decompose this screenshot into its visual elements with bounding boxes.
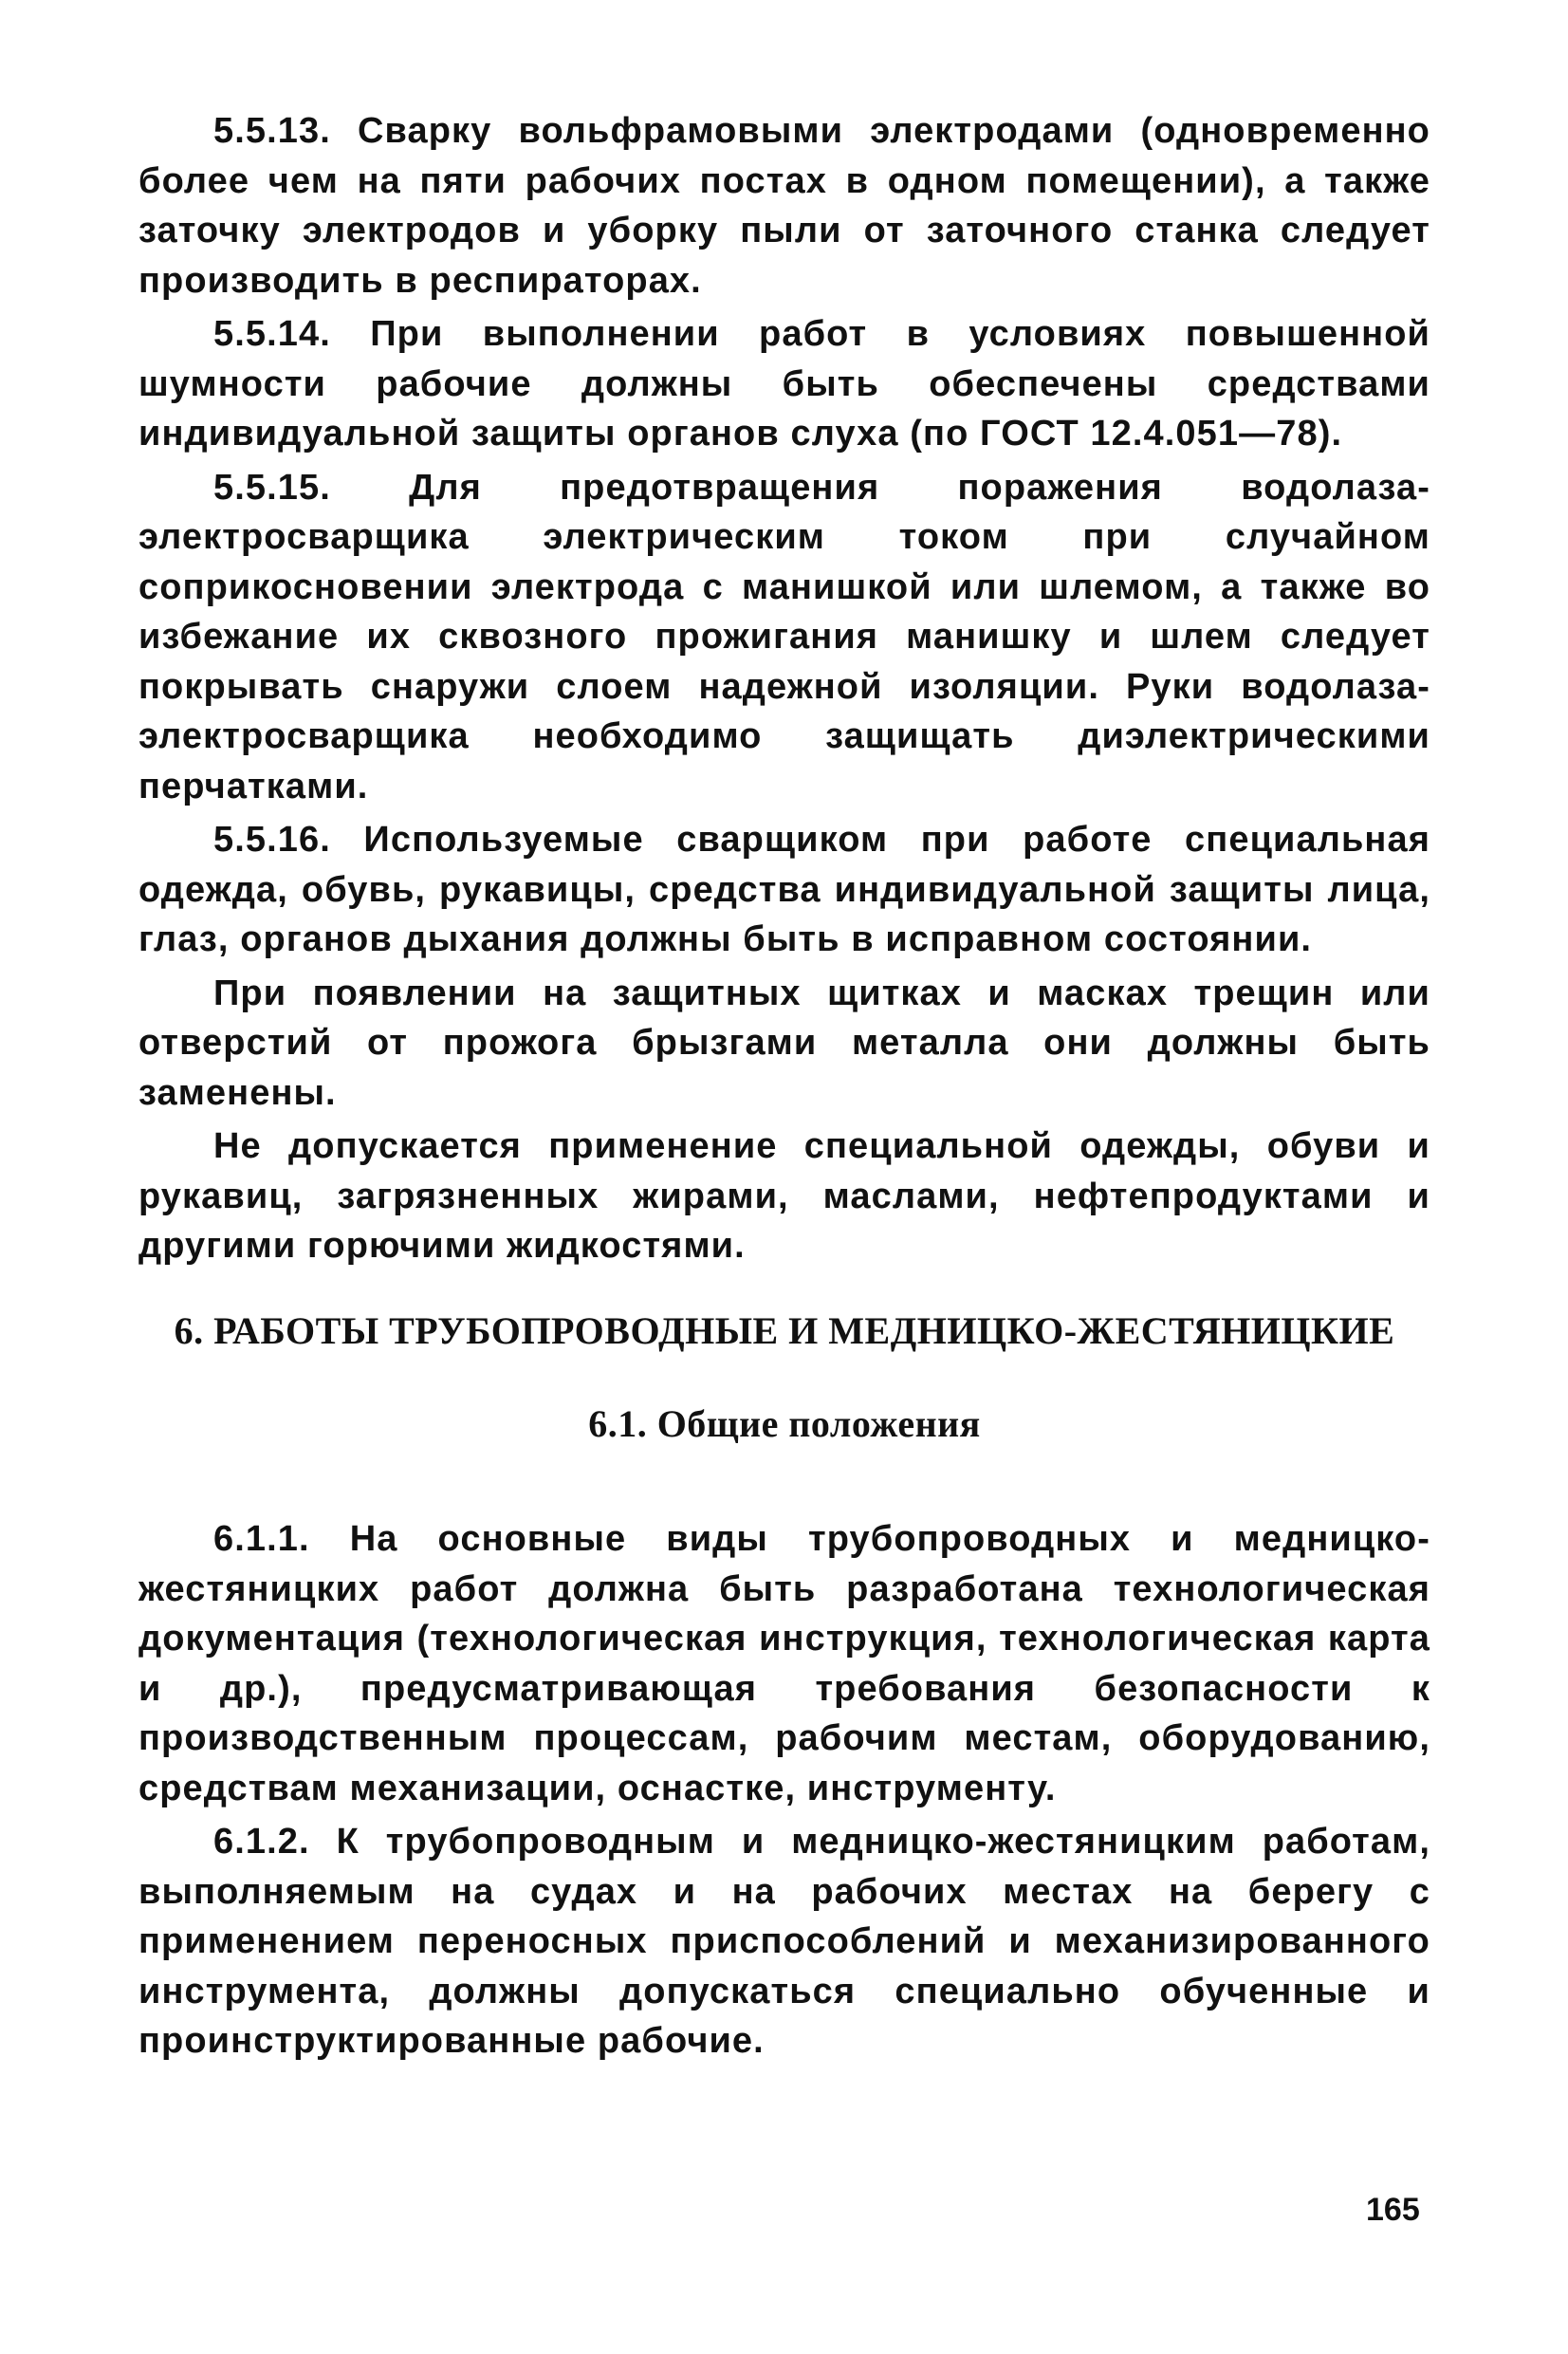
- paragraph-6-1-2: 6.1.2. К трубопроводным и медницко-жестяницким работам, выполняемым на судах и на рабочих местах на берегу с применением переносных приспособлений и механизированного инструмента, должны допускаться специально обученные и проинструктированные рабочие.: [138, 1822, 1430, 2061]
- paragraph-5-5-16: 5.5.16. Используемые сварщиком при работе специальная одежда, обувь, рукавицы, средства индивидуальной защиты лица, глаз, органов дыхания должны быть в исправном состоянии.: [138, 820, 1430, 959]
- paragraph-6-1-1: 6.1.1. На основные виды трубопроводных и медницко-жестяницких работ должна быть разработана технологическая документация (технологическая инструкция, технологическая карта и др.), предусматривающая требования безопасности к производственным процессам, рабочим местам, оборудованию, средствам механизации, оснастке, инструменту.: [138, 1519, 1430, 1808]
- paragraph-contaminated-clothing: Не допускается применение специальной одежды, обуви и рукавиц, загрязненных жирами, маслами, нефтепродуктами и другими горючими жидкостями.: [138, 1126, 1430, 1266]
- upper-text-block: [138, 106, 1430, 1271]
- paragraph-shields-masks: При появлении на защитных щитках и масках трещин или отверстий от прожога брызгами металла они должны быть заменены.: [138, 973, 1430, 1113]
- paragraph-5-5-15: 5.5.15. Для предотвращения поражения водолаза-электросварщика электрическим током при случайном соприкосновении электрода с манишкой или шлемом, а также во избежание их сквозного прожигания манишку и шлем следует покрывать снаружи слоем надежной изоляции. Руки водолаза-электросварщика необходимо защищать диэлектрическими перчатками.: [138, 467, 1430, 806]
- page-number: 165: [1366, 2192, 1420, 2228]
- paragraph-5-5-13: 5.5.13. Сварку вольфрамовыми электродами (одновременно более чем на пяти рабочих постах в одном помещении), а также заточку электродов и уборку пыли от заточного станка следует производить в респираторах.: [138, 111, 1430, 301]
- subsection-title: 6.1. Общие положения: [588, 1402, 981, 1445]
- lower-text-block: [138, 1514, 1430, 2070]
- section-title: 6. РАБОТЫ ТРУБОПРОВОДНЫЕ И МЕДНИЦКО-ЖЕСТЯНИЦКИЕ: [174, 1309, 1395, 1352]
- document-page: [138, 106, 1430, 2061]
- paragraph-5-5-14: 5.5.14. При выполнении работ в условиях повышенной шумности рабочие должны быть обеспечены средствами индивидуальной защиты органов слуха (по ГОСТ 12.4.051—78).: [138, 314, 1430, 454]
